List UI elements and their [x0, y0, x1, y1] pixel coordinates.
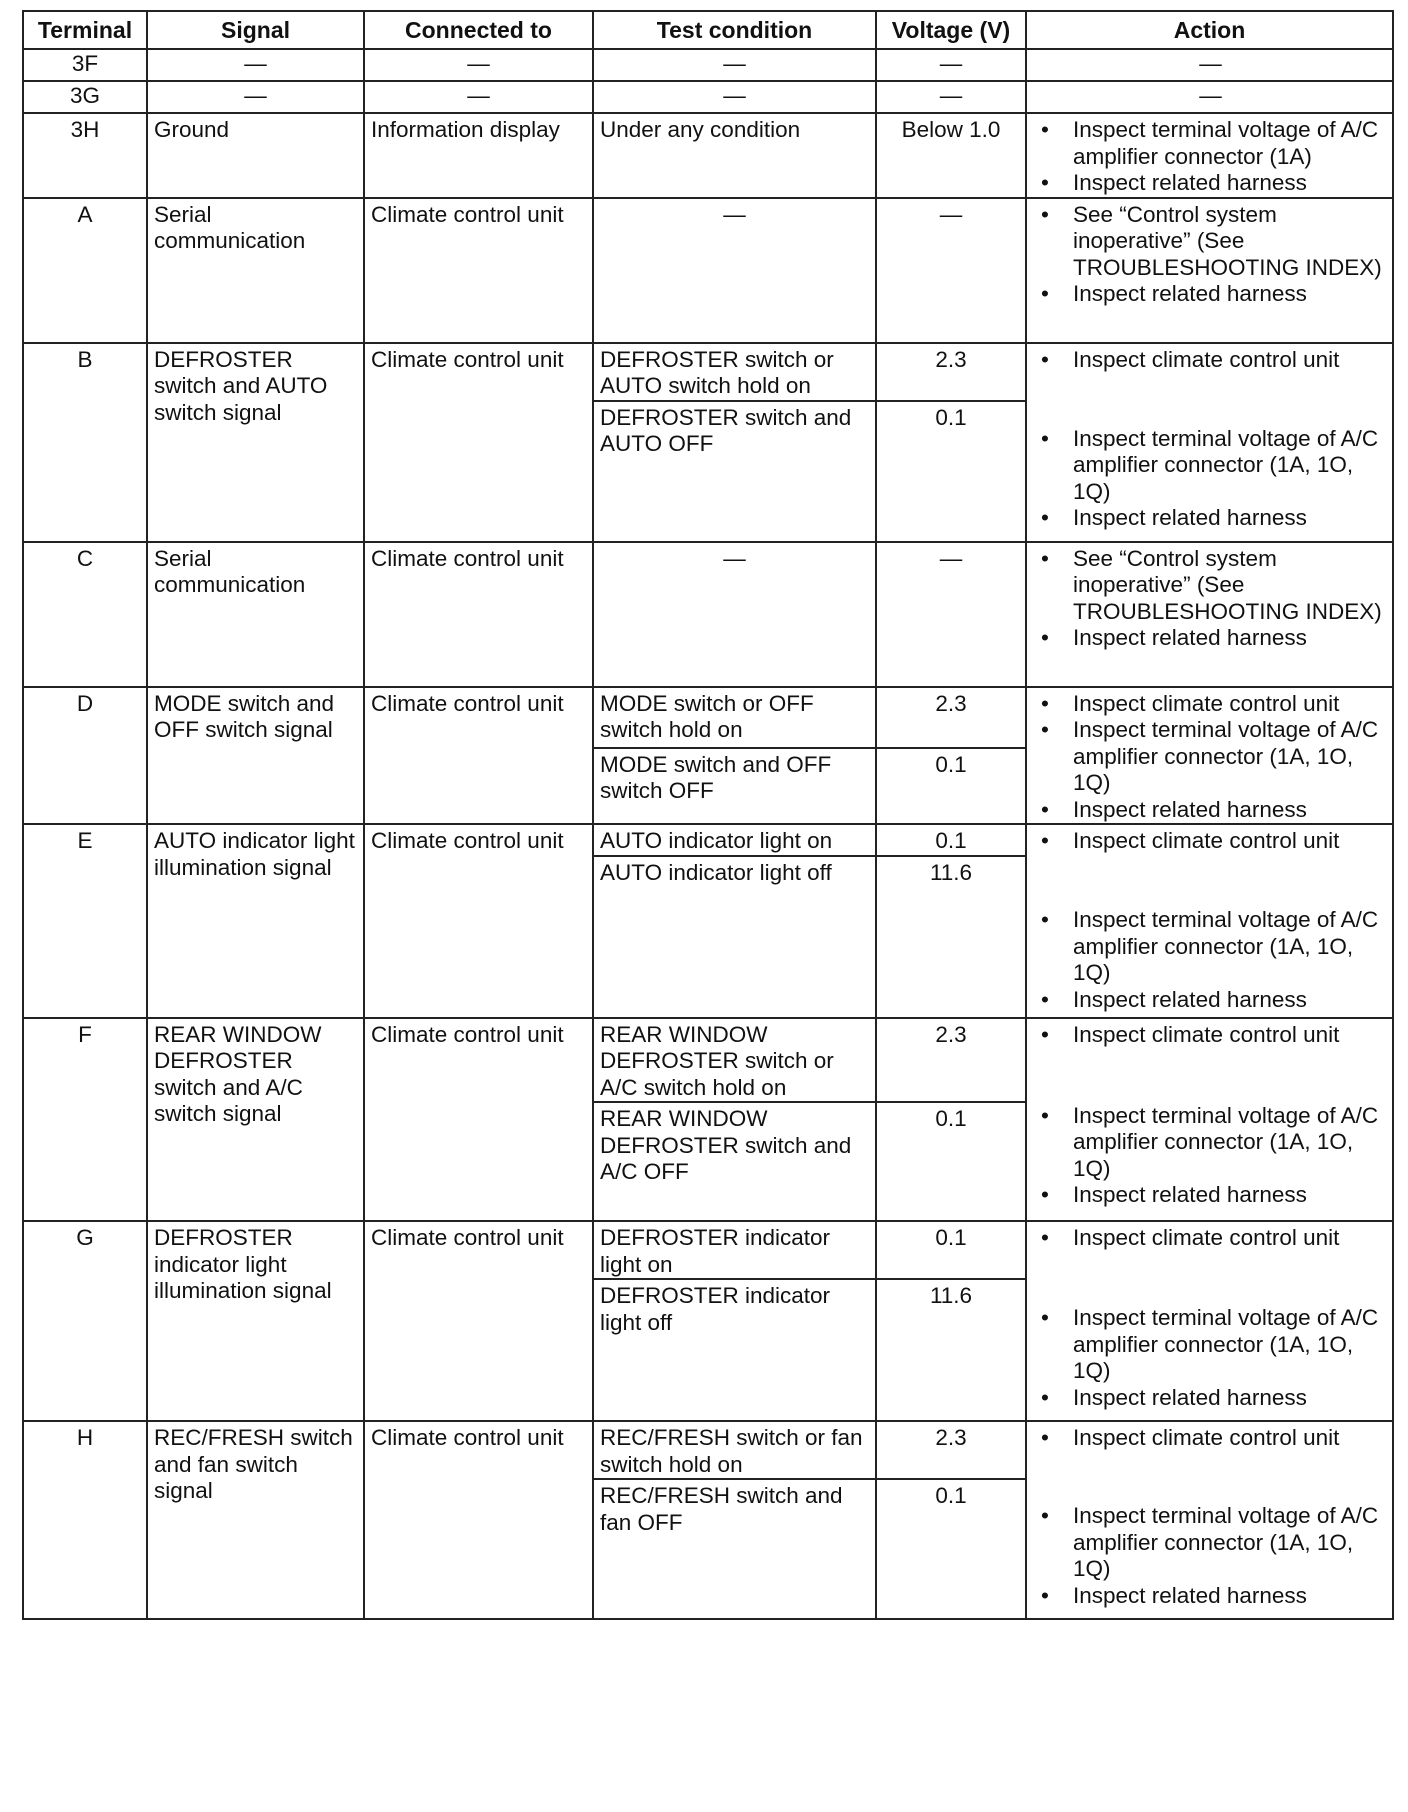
test-condition-cell: DEFROSTER switch or AUTO switch hold on	[593, 343, 876, 401]
action-list	[1033, 546, 1388, 652]
action-cell: —	[1026, 49, 1393, 81]
voltage-cell: 0.1	[876, 748, 1026, 824]
voltage-cell: 2.3	[876, 343, 1026, 401]
test-condition-cell: —	[593, 198, 876, 343]
action-item: • Inspect climate control unit	[1033, 1225, 1388, 1252]
action-item: • Inspect terminal voltage of A/C amplifier connector (1A, 1O, 1Q)	[1033, 426, 1388, 506]
voltage-cell: —	[876, 542, 1026, 687]
table-row	[23, 81, 1393, 113]
table-body	[23, 49, 1393, 1619]
action-list	[1033, 202, 1388, 308]
terminal-cell: 3G	[23, 81, 147, 113]
test-condition-cell: MODE switch or OFF switch hold on	[593, 687, 876, 748]
test-condition-cell: Under any condition	[593, 113, 876, 198]
action-item: • Inspect terminal voltage of A/C amplifier connector (1A, 1O, 1Q)	[1033, 1503, 1388, 1583]
signal-cell: REAR WINDOW DEFROSTER switch and A/C switch signal	[147, 1018, 364, 1222]
test-condition-cell: AUTO indicator light on	[593, 824, 876, 856]
action-cell	[1026, 687, 1393, 825]
table-row	[23, 1018, 1393, 1103]
connected-to-cell: Climate control unit	[364, 687, 593, 825]
signal-cell: Serial communication	[147, 198, 364, 343]
test-condition-cell: —	[593, 49, 876, 81]
table-row	[23, 49, 1393, 81]
action-list	[1033, 1225, 1388, 1411]
voltage-cell: Below 1.0	[876, 113, 1026, 198]
terminal-cell: H	[23, 1421, 147, 1619]
terminal-cell: B	[23, 343, 147, 542]
connected-to-cell: —	[364, 49, 593, 81]
action-item: • Inspect terminal voltage of A/C amplifier connector (1A, 1O, 1Q)	[1033, 1305, 1388, 1385]
action-item: • Inspect related harness	[1033, 987, 1388, 1014]
action-item: • Inspect climate control unit	[1033, 347, 1388, 374]
voltage-cell: 11.6	[876, 856, 1026, 1018]
connected-to-cell: Information display	[364, 113, 593, 198]
test-condition-cell: REAR WINDOW DEFROSTER switch and A/C OFF	[593, 1102, 876, 1221]
terminal-cell: C	[23, 542, 147, 687]
action-item: • Inspect related harness	[1033, 281, 1388, 308]
action-cell	[1026, 824, 1393, 1018]
header-connected-to: Connected to	[364, 11, 593, 49]
signal-cell: Ground	[147, 113, 364, 198]
connected-to-cell: Climate control unit	[364, 1018, 593, 1222]
action-item: • Inspect terminal voltage of A/C amplifier connector (1A, 1O, 1Q)	[1033, 1103, 1388, 1183]
action-item: • Inspect related harness	[1033, 797, 1388, 824]
action-item: • See “Control system inoperative” (See TROUBLESHOOTING INDEX)	[1033, 202, 1388, 282]
test-condition-cell: DEFROSTER switch and AUTO OFF	[593, 401, 876, 542]
action-list	[1033, 691, 1388, 824]
terminal-cell: A	[23, 198, 147, 343]
action-item: • Inspect climate control unit	[1033, 828, 1388, 855]
test-condition-cell: DEFROSTER indicator light on	[593, 1221, 876, 1279]
voltage-cell: 0.1	[876, 824, 1026, 856]
test-condition-cell: AUTO indicator light off	[593, 856, 876, 1018]
terminal-cell: E	[23, 824, 147, 1018]
header-signal: Signal	[147, 11, 364, 49]
connected-to-cell: Climate control unit	[364, 542, 593, 687]
action-item: • Inspect climate control unit	[1033, 1425, 1388, 1452]
voltage-cell: 0.1	[876, 1221, 1026, 1279]
connected-to-cell: Climate control unit	[364, 1221, 593, 1421]
action-list	[1033, 347, 1388, 532]
action-cell	[1026, 343, 1393, 542]
voltage-cell: —	[876, 49, 1026, 81]
voltage-cell: 2.3	[876, 1018, 1026, 1103]
signal-cell: REC/FRESH switch and fan switch signal	[147, 1421, 364, 1619]
action-cell	[1026, 198, 1393, 343]
terminal-voltage-table-container	[22, 10, 1392, 1620]
signal-cell: —	[147, 81, 364, 113]
voltage-cell: 11.6	[876, 1279, 1026, 1421]
action-item: • Inspect related harness	[1033, 505, 1388, 532]
action-item: • Inspect related harness	[1033, 1182, 1388, 1209]
table-row	[23, 824, 1393, 856]
action-item: • Inspect related harness	[1033, 1583, 1388, 1610]
voltage-cell: 0.1	[876, 1479, 1026, 1619]
action-list	[1033, 1425, 1388, 1609]
voltage-cell: —	[876, 81, 1026, 113]
header-action: Action	[1026, 11, 1393, 49]
signal-cell: AUTO indicator light illumination signal	[147, 824, 364, 1018]
terminal-cell: G	[23, 1221, 147, 1421]
test-condition-cell: REAR WINDOW DEFROSTER switch or A/C switch hold on	[593, 1018, 876, 1103]
action-cell: —	[1026, 81, 1393, 113]
test-condition-cell: DEFROSTER indicator light off	[593, 1279, 876, 1421]
voltage-cell: 2.3	[876, 1421, 1026, 1479]
table-row	[23, 343, 1393, 401]
terminal-cell: 3F	[23, 49, 147, 81]
terminal-cell: D	[23, 687, 147, 825]
action-item: • Inspect related harness	[1033, 625, 1388, 652]
action-item: • Inspect terminal voltage of A/C amplifier connector (1A, 1O, 1Q)	[1033, 907, 1388, 987]
signal-cell: MODE switch and OFF switch signal	[147, 687, 364, 825]
test-condition-cell: —	[593, 81, 876, 113]
action-cell	[1026, 1018, 1393, 1222]
terminal-cell: 3H	[23, 113, 147, 198]
action-item: • Inspect terminal voltage of A/C amplifier connector (1A)	[1033, 117, 1388, 170]
header-voltage: Voltage (V)	[876, 11, 1026, 49]
action-cell	[1026, 113, 1393, 198]
voltage-cell: 0.1	[876, 401, 1026, 542]
test-condition-cell: REC/FRESH switch and fan OFF	[593, 1479, 876, 1619]
action-item: • Inspect terminal voltage of A/C amplifier connector (1A, 1O, 1Q)	[1033, 717, 1388, 797]
header-terminal: Terminal	[23, 11, 147, 49]
action-item: • Inspect related harness	[1033, 1385, 1388, 1412]
test-condition-cell: —	[593, 542, 876, 687]
connected-to-cell: Climate control unit	[364, 1421, 593, 1619]
table-row	[23, 542, 1393, 687]
test-condition-cell: MODE switch and OFF switch OFF	[593, 748, 876, 824]
action-item: • Inspect climate control unit	[1033, 691, 1388, 718]
voltage-cell: —	[876, 198, 1026, 343]
voltage-cell: 0.1	[876, 1102, 1026, 1221]
action-item: • See “Control system inoperative” (See TROUBLESHOOTING INDEX)	[1033, 546, 1388, 626]
table-row	[23, 687, 1393, 748]
terminal-voltage-table	[22, 10, 1394, 1620]
header-row	[23, 11, 1393, 49]
connected-to-cell: Climate control unit	[364, 343, 593, 542]
action-list	[1033, 1022, 1388, 1209]
signal-cell: —	[147, 49, 364, 81]
connected-to-cell: Climate control unit	[364, 824, 593, 1018]
signal-cell: Serial communication	[147, 542, 364, 687]
signal-cell: DEFROSTER switch and AUTO switch signal	[147, 343, 364, 542]
terminal-cell: F	[23, 1018, 147, 1222]
table-row	[23, 198, 1393, 343]
action-cell	[1026, 1421, 1393, 1619]
action-item: • Inspect related harness	[1033, 170, 1388, 197]
connected-to-cell: —	[364, 81, 593, 113]
action-item: • Inspect climate control unit	[1033, 1022, 1388, 1049]
header-test-condition: Test condition	[593, 11, 876, 49]
connected-to-cell: Climate control unit	[364, 198, 593, 343]
action-list	[1033, 828, 1388, 1013]
voltage-cell: 2.3	[876, 687, 1026, 748]
signal-cell: DEFROSTER indicator light illumination signal	[147, 1221, 364, 1421]
action-cell	[1026, 542, 1393, 687]
table-row	[23, 1421, 1393, 1479]
table-row	[23, 113, 1393, 198]
table-row	[23, 1221, 1393, 1279]
action-cell	[1026, 1221, 1393, 1421]
action-list	[1033, 117, 1388, 197]
test-condition-cell: REC/FRESH switch or fan switch hold on	[593, 1421, 876, 1479]
